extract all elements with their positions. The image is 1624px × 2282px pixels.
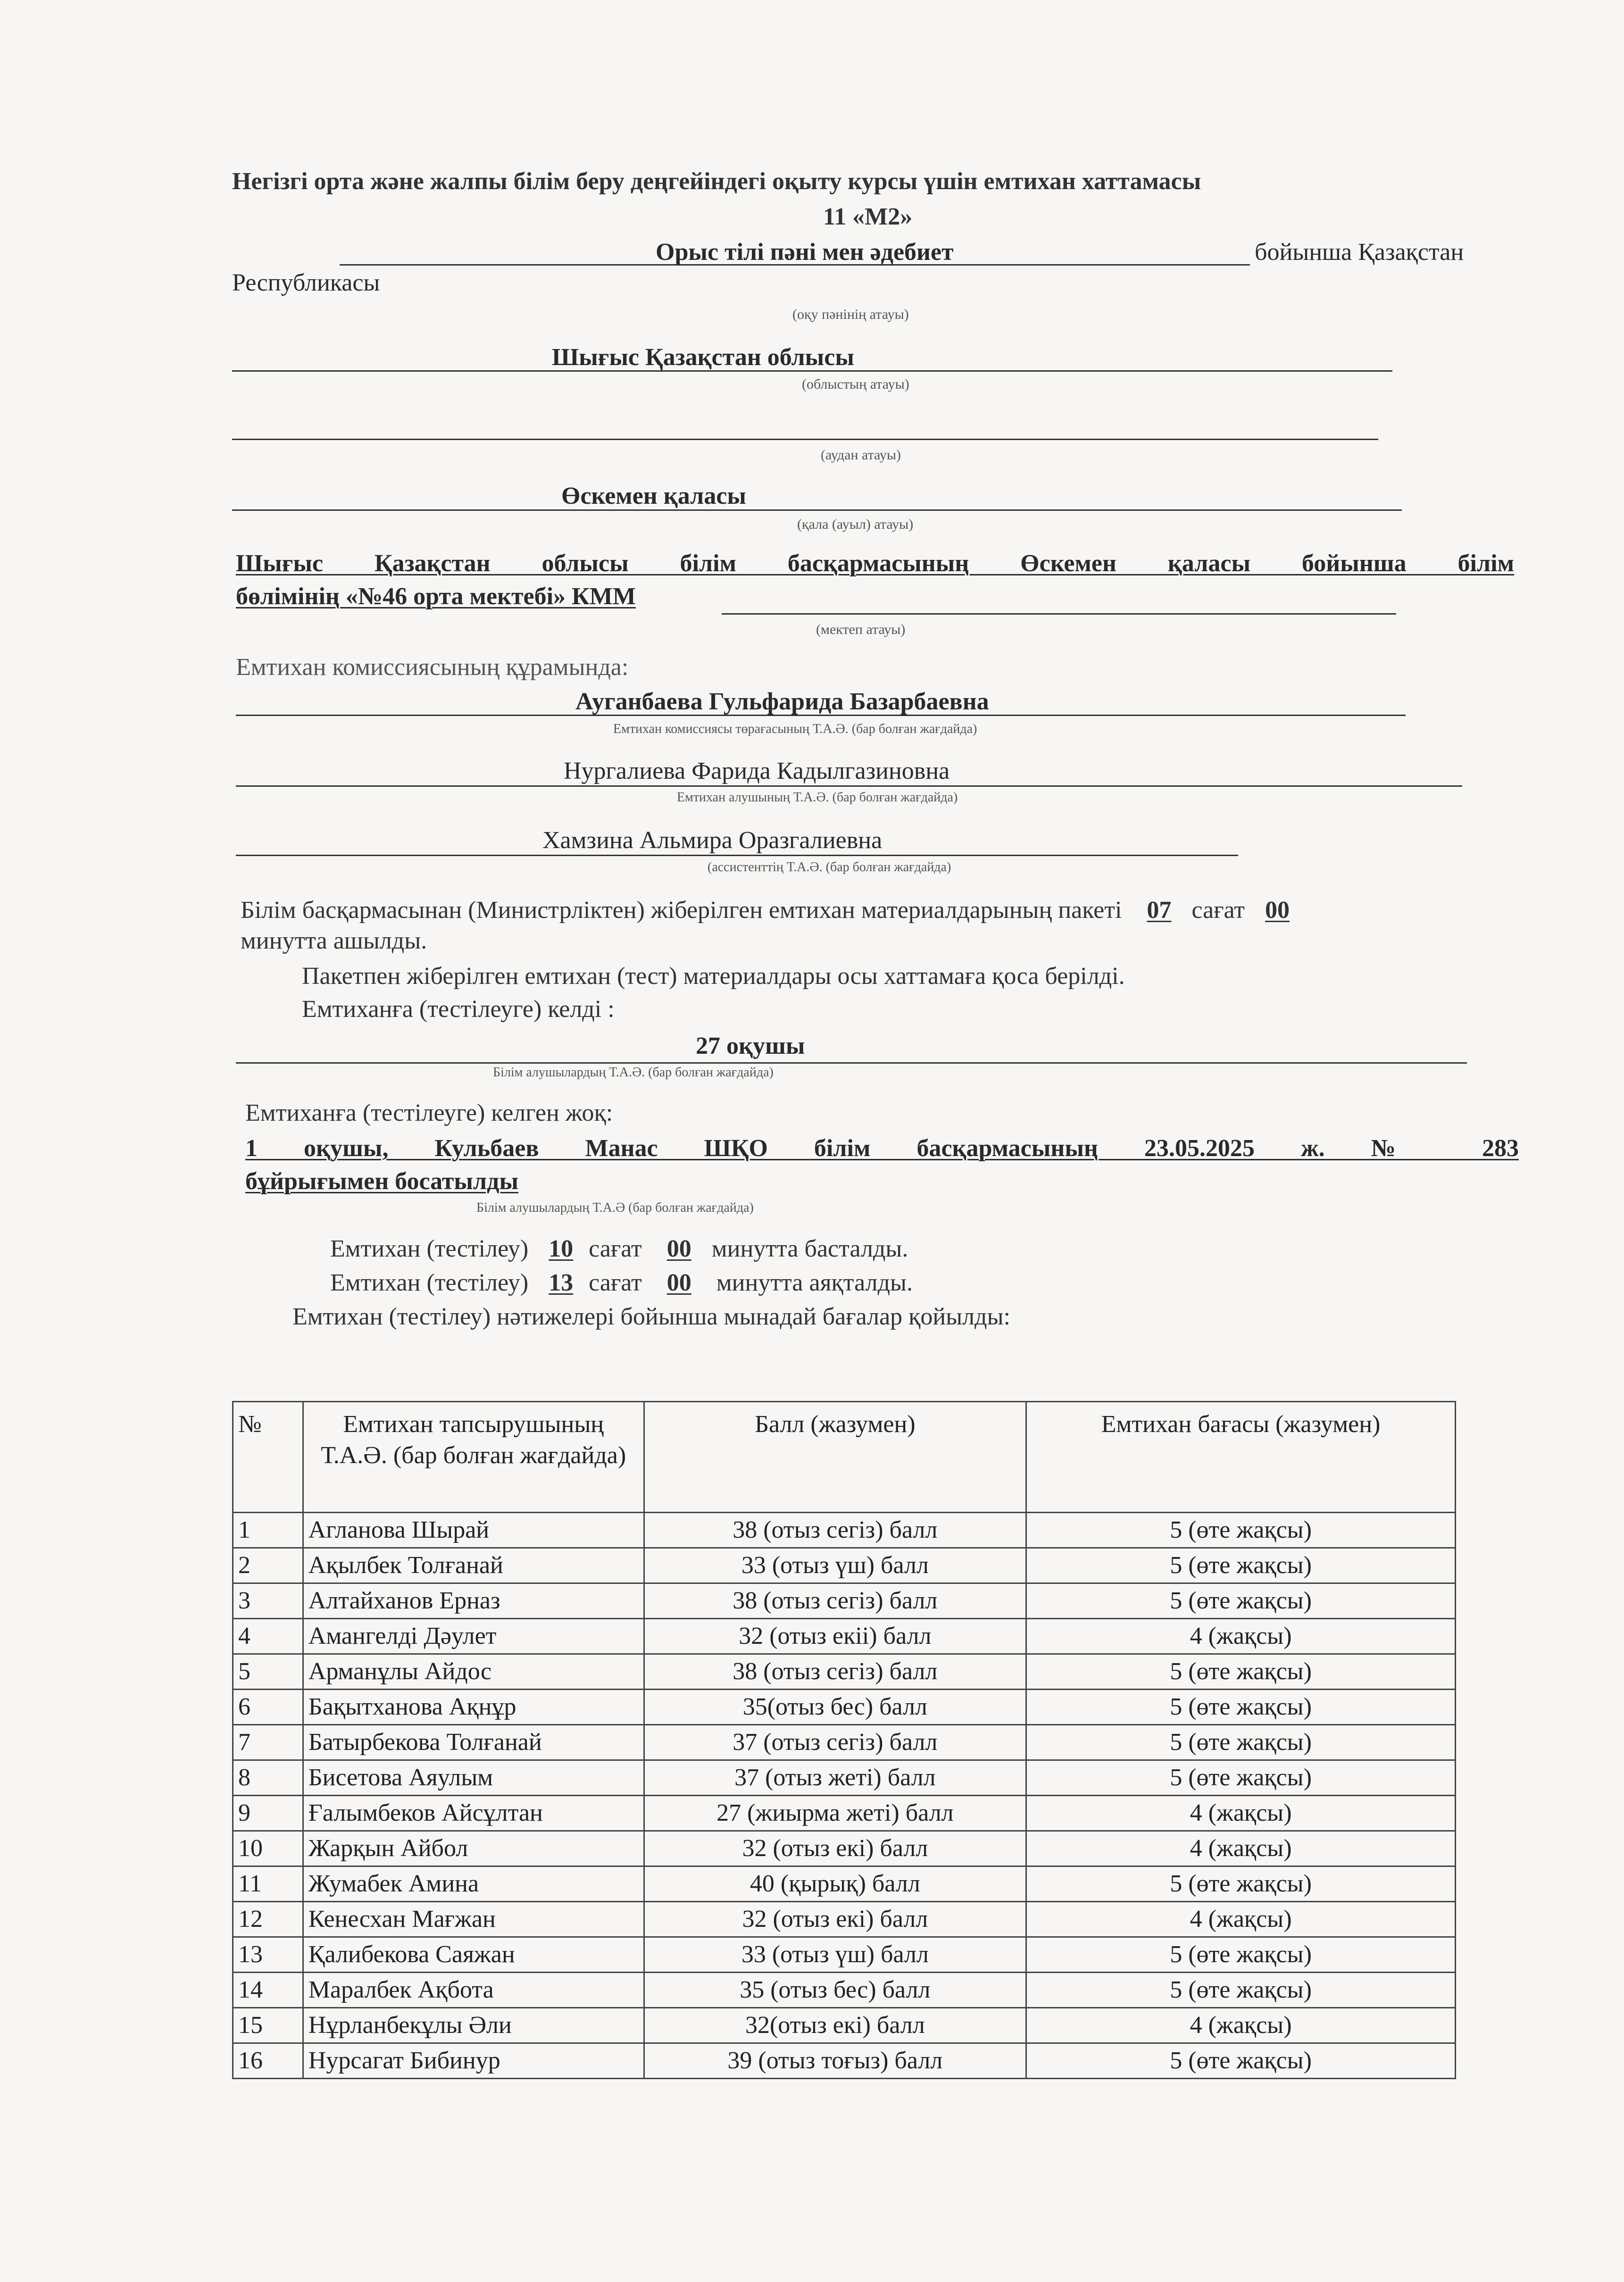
student-name: Қалибекова Саяжан [303, 1937, 644, 1973]
student-name: Нурсагат Бибинур [303, 2043, 644, 2079]
exam-start-minute: 00 [666, 1235, 691, 1262]
student-name: Кенесхан Мағжан [303, 1902, 644, 1937]
student-name: Батырбекова Толғанай [303, 1725, 644, 1760]
exam-end-minute: 00 [666, 1269, 691, 1296]
table-row [233, 1725, 1456, 1760]
student-score: 35 (отыз бес) балл [644, 1973, 1026, 2008]
table-row [233, 1796, 1456, 1831]
table-row [233, 1654, 1456, 1690]
student-name: Алтайханов Ерназ [303, 1583, 644, 1619]
student-grade: 5 (өте жақсы) [1026, 1690, 1456, 1725]
student-score: 35(отыз бес) балл [644, 1690, 1026, 1725]
student-name: Арманұлы Айдос [303, 1654, 644, 1690]
student-grade: 5 (өте жақсы) [1026, 1513, 1456, 1548]
student-grade: 5 (өте жақсы) [1026, 2043, 1456, 2079]
table-row [233, 2008, 1456, 2043]
student-score: 33 (отыз үш) балл [644, 1937, 1026, 1973]
student-name: Бисетова Аяулым [303, 1760, 644, 1796]
exam-end-hour-label: сағат [589, 1269, 642, 1296]
table-row [233, 1902, 1456, 1937]
row-number: 10 [233, 1831, 303, 1866]
package-attached: Пакетпен жіберілген емтихан (тест) материалдары осы хаттамаға қоса берілді. [302, 963, 1125, 990]
assistant-name: Хамзина Альмира Оразгалиевна [542, 827, 883, 854]
exam-end-hour: 13 [549, 1269, 574, 1296]
student-grade: 5 (өте жақсы) [1026, 1973, 1456, 2008]
row-number: 2 [233, 1548, 303, 1583]
city-caption: (қала (ауыл) атауы) [797, 516, 914, 532]
row-number: 1 [233, 1513, 303, 1548]
header-number: № [233, 1402, 303, 1513]
student-score: 32 (отыз екіі) балл [644, 1619, 1026, 1654]
row-number: 6 [233, 1690, 303, 1725]
city-underline [232, 509, 1402, 511]
package-minute: 00 [1265, 897, 1290, 924]
results-body [233, 1513, 1456, 2079]
commission-label: Емтихан комиссиясының құрамында: [236, 654, 629, 681]
results-intro: Емтихан (тестілеу) нәтижелері бойынша мынадай бағалар қойылды: [292, 1303, 1010, 1330]
student-score: 40 (қырық) балл [644, 1866, 1026, 1902]
attendance-absent-caption: Білім алушылардың Т.А.Ә (бар болған жағдайда) [476, 1200, 754, 1215]
examiner-underline [236, 785, 1462, 787]
student-grade: 4 (жақсы) [1026, 1796, 1456, 1831]
table-row [233, 1760, 1456, 1796]
attendance-absent-line-2: бұйрығымен босатылды [245, 1168, 519, 1195]
subject-value: Орыс тілі пәні мен әдебиет [656, 239, 954, 266]
student-grade: 4 (жақсы) [1026, 1902, 1456, 1937]
row-number: 12 [233, 1902, 303, 1937]
school-caption: (мектеп атауы) [816, 622, 906, 637]
assistant-caption: (ассистенттің Т.А.Ә. (бар болған жағдайда) [708, 860, 951, 874]
chair-name: Ауганбаева Гульфарида Базарбаевна [575, 688, 989, 715]
student-grade: 4 (жақсы) [1026, 1619, 1456, 1654]
table-row [233, 1583, 1456, 1619]
student-name: Жумабек Амина [303, 1866, 644, 1902]
attendance-absent-label: Емтиханға (тестілеуге) келген жоқ: [245, 1099, 613, 1126]
table-row [233, 1866, 1456, 1902]
package-text: Білім басқармасынан (Министрліктен) жіберілген емтихан материалдарының пакеті [241, 897, 1122, 924]
student-name: Ғалымбеков Айсұлтан [303, 1796, 644, 1831]
package-hour: 07 [1147, 897, 1172, 924]
class-name: 11 «М2» [823, 203, 913, 230]
student-score: 32 (отыз екі) балл [644, 1831, 1026, 1866]
row-number: 15 [233, 2008, 303, 2043]
student-score: 38 (отыз сегіз) балл [644, 1583, 1026, 1619]
row-number: 13 [233, 1937, 303, 1973]
student-score: 37 (отыз жеті) балл [644, 1760, 1026, 1796]
examiner-caption: Емтихан алушының Т.А.Ә. (бар болған жағдайда) [677, 790, 958, 805]
subject-caption: (оқу пәнінің атауы) [792, 307, 909, 322]
student-grade: 5 (өте жақсы) [1026, 1548, 1456, 1583]
student-name: Агланова Шырай [303, 1513, 644, 1548]
exam-start-prefix: Емтихан (тестілеу) [330, 1235, 529, 1262]
table-row [233, 2043, 1456, 2079]
header-score: Балл (жазумен) [644, 1402, 1026, 1513]
student-score: 33 (отыз үш) балл [644, 1548, 1026, 1583]
table-row [233, 1619, 1456, 1654]
student-grade: 5 (өте жақсы) [1026, 1583, 1456, 1619]
table-row [233, 1973, 1456, 2008]
student-grade: 5 (өте жақсы) [1026, 1725, 1456, 1760]
attendance-came-underline [236, 1062, 1467, 1064]
attendance-came-value: 27 оқушы [696, 1033, 805, 1059]
region-caption: (облыстың атауы) [802, 376, 909, 392]
examiner-name: Нургалиева Фарида Кадылгазиновна [564, 758, 950, 784]
student-score: 37 (отыз сегіз) балл [644, 1725, 1026, 1760]
city-value: Өскемен қаласы [561, 483, 747, 509]
student-score: 38 (отыз сегіз) балл [644, 1654, 1026, 1690]
row-number: 11 [233, 1866, 303, 1902]
assistant-underline [236, 855, 1238, 856]
exam-start-hour-label: сағат [589, 1235, 642, 1262]
region-value: Шығыс Қазақстан облысы [552, 344, 854, 371]
table-row [233, 1690, 1456, 1725]
student-grade: 4 (жақсы) [1026, 2008, 1456, 2043]
exam-end-suffix: минутта аяқталды. [716, 1269, 913, 1296]
subject-suffix: бойынша Қазақстан [1255, 239, 1464, 266]
student-score: 32 (отыз екі) балл [644, 1902, 1026, 1937]
student-name: Жарқын Айбол [303, 1831, 644, 1866]
student-name: Амангелді Дәулет [303, 1619, 644, 1654]
chair-caption: Емтихан комиссиясы төрағасының Т.А.Ә. (бар болған жағдайда) [613, 722, 977, 736]
district-underline [232, 439, 1378, 440]
student-score: 39 (отыз тоғыз) балл [644, 2043, 1026, 2079]
exam-end-prefix: Емтихан (тестілеу) [330, 1269, 529, 1296]
student-score: 27 (жиырма жеті) балл [644, 1796, 1026, 1831]
package-line [241, 896, 1290, 924]
student-grade: 5 (өте жақсы) [1026, 1866, 1456, 1902]
student-name: Ақылбек Толғанай [303, 1548, 644, 1583]
student-name: Нұрланбекұлы Әли [303, 2008, 644, 2043]
header-grade: Емтихан бағасы (жазумен) [1026, 1402, 1456, 1513]
exam-start-hour: 10 [549, 1235, 574, 1262]
row-number: 5 [233, 1654, 303, 1690]
attendance-came-caption: Білім алушылардың Т.А.Ә. (бар болған жағдайда) [493, 1065, 774, 1080]
table-row [233, 1548, 1456, 1583]
student-name: Бақытханова Ақнұр [303, 1690, 644, 1725]
row-number: 14 [233, 1973, 303, 2008]
table-row [233, 1513, 1456, 1548]
row-number: 9 [233, 1796, 303, 1831]
school-underline-ext [722, 613, 1396, 615]
package-opened: минутта ашылды. [241, 927, 427, 954]
student-grade: 5 (өте жақсы) [1026, 1760, 1456, 1796]
attendance-absent-line-1: 1 оқушы, Кульбаев Манас ШҚО білім басқармасының 23.05.2025 ж. № 283 [245, 1135, 1519, 1162]
exam-start-line [330, 1235, 908, 1263]
student-score: 38 (отыз сегіз) балл [644, 1513, 1026, 1548]
school-line-1: Шығыс Қазақстан облысы білім басқармасының Өскемен қаласы бойынша білім [236, 550, 1514, 577]
student-grade: 5 (өте жақсы) [1026, 1654, 1456, 1690]
student-name: Маралбек Ақбота [303, 1973, 644, 2008]
row-number: 7 [233, 1725, 303, 1760]
row-number: 3 [233, 1583, 303, 1619]
package-hour-label: сағат [1191, 897, 1245, 924]
student-score: 32(отыз екі) балл [644, 2008, 1026, 2043]
student-grade: 5 (өте жақсы) [1026, 1937, 1456, 1973]
row-number: 16 [233, 2043, 303, 2079]
exam-start-suffix: минутта басталды. [711, 1235, 908, 1262]
results-header-row [233, 1402, 1456, 1513]
table-row [233, 1831, 1456, 1866]
student-grade: 4 (жақсы) [1026, 1831, 1456, 1866]
school-line-2: бөлімінің «№46 орта мектебі» КММ [236, 583, 636, 610]
subject-suffix-country: Республикасы [232, 269, 380, 296]
results-table [232, 1401, 1456, 2079]
district-caption: (аудан атауы) [821, 447, 901, 463]
table-row [233, 1937, 1456, 1973]
row-number: 8 [233, 1760, 303, 1796]
row-number: 4 [233, 1619, 303, 1654]
header-name: Емтихан тапсырушының Т.А.Ә. (бар болған жағдайда) [303, 1402, 644, 1513]
document-title: Негізгі орта және жалпы білім беру деңгейіндегі оқыту курсы үшін емтихан хаттамасы [232, 168, 1201, 195]
exam-end-line [330, 1269, 913, 1297]
attendance-came-label: Емтиханға (тестілеуге) келді : [302, 996, 615, 1023]
